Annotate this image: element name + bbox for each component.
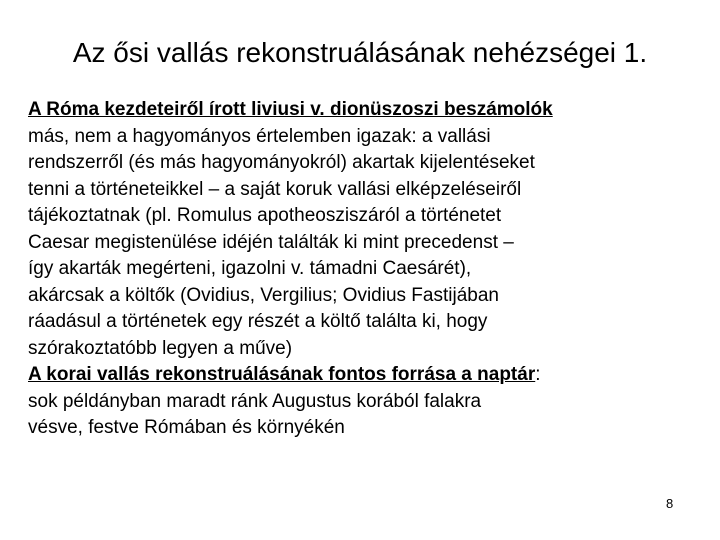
paragraph-line: más, nem a hagyományos értelemben igazak: a vallási [28,125,491,147]
paragraph-line: tájékoztatnak (pl. Romulus apotheosziszáról a történetet [28,205,502,226]
paragraph-line: sok példányban maradt ránk Augustus korából falakra [28,390,482,412]
paragraph-heading: A Róma kezdeteiről írott liviusi v. dionüszoszi beszámolók [28,99,553,120]
paragraph-line: rendszerről (és más hagyományokról) akartak kijelentéseket [28,152,535,173]
page-number: 8 [666,496,674,511]
paragraph-line: így akarták megérteni, igazolni v. támadni Caesárét), [28,258,472,279]
paragraph-line: Caesar megistenülése idéjén találták ki mint precedenst – [28,231,514,253]
slide-title: Az ősi vallás rekonstruálásának nehézségei 1. [72,37,648,68]
slide-body [28,97,700,442]
paragraph-heading: A korai vallás rekonstruálásának fontos forrása a naptár [28,364,536,385]
paragraph-calendar [28,362,700,442]
paragraph-line: ráadásul a történetek egy részét a költő találta ki, hogy [28,311,488,332]
paragraph-line: tenni a történeteikkel – a saját koruk vallási elképzeléseiről [28,178,522,200]
paragraph-line: vésve, festve Rómában és környékén [28,417,345,438]
paragraph-heading-suffix: : [535,364,541,385]
paragraph-heading-line [28,362,700,389]
paragraph-heading-line [28,97,700,124]
paragraph-line: szórakoztatóbb legyen a műve) [28,337,293,359]
paragraph-line: akárcsak a költők (Ovidius, Vergilius; Ovidius Fastijában [28,284,499,306]
paragraph-sources [28,97,700,362]
